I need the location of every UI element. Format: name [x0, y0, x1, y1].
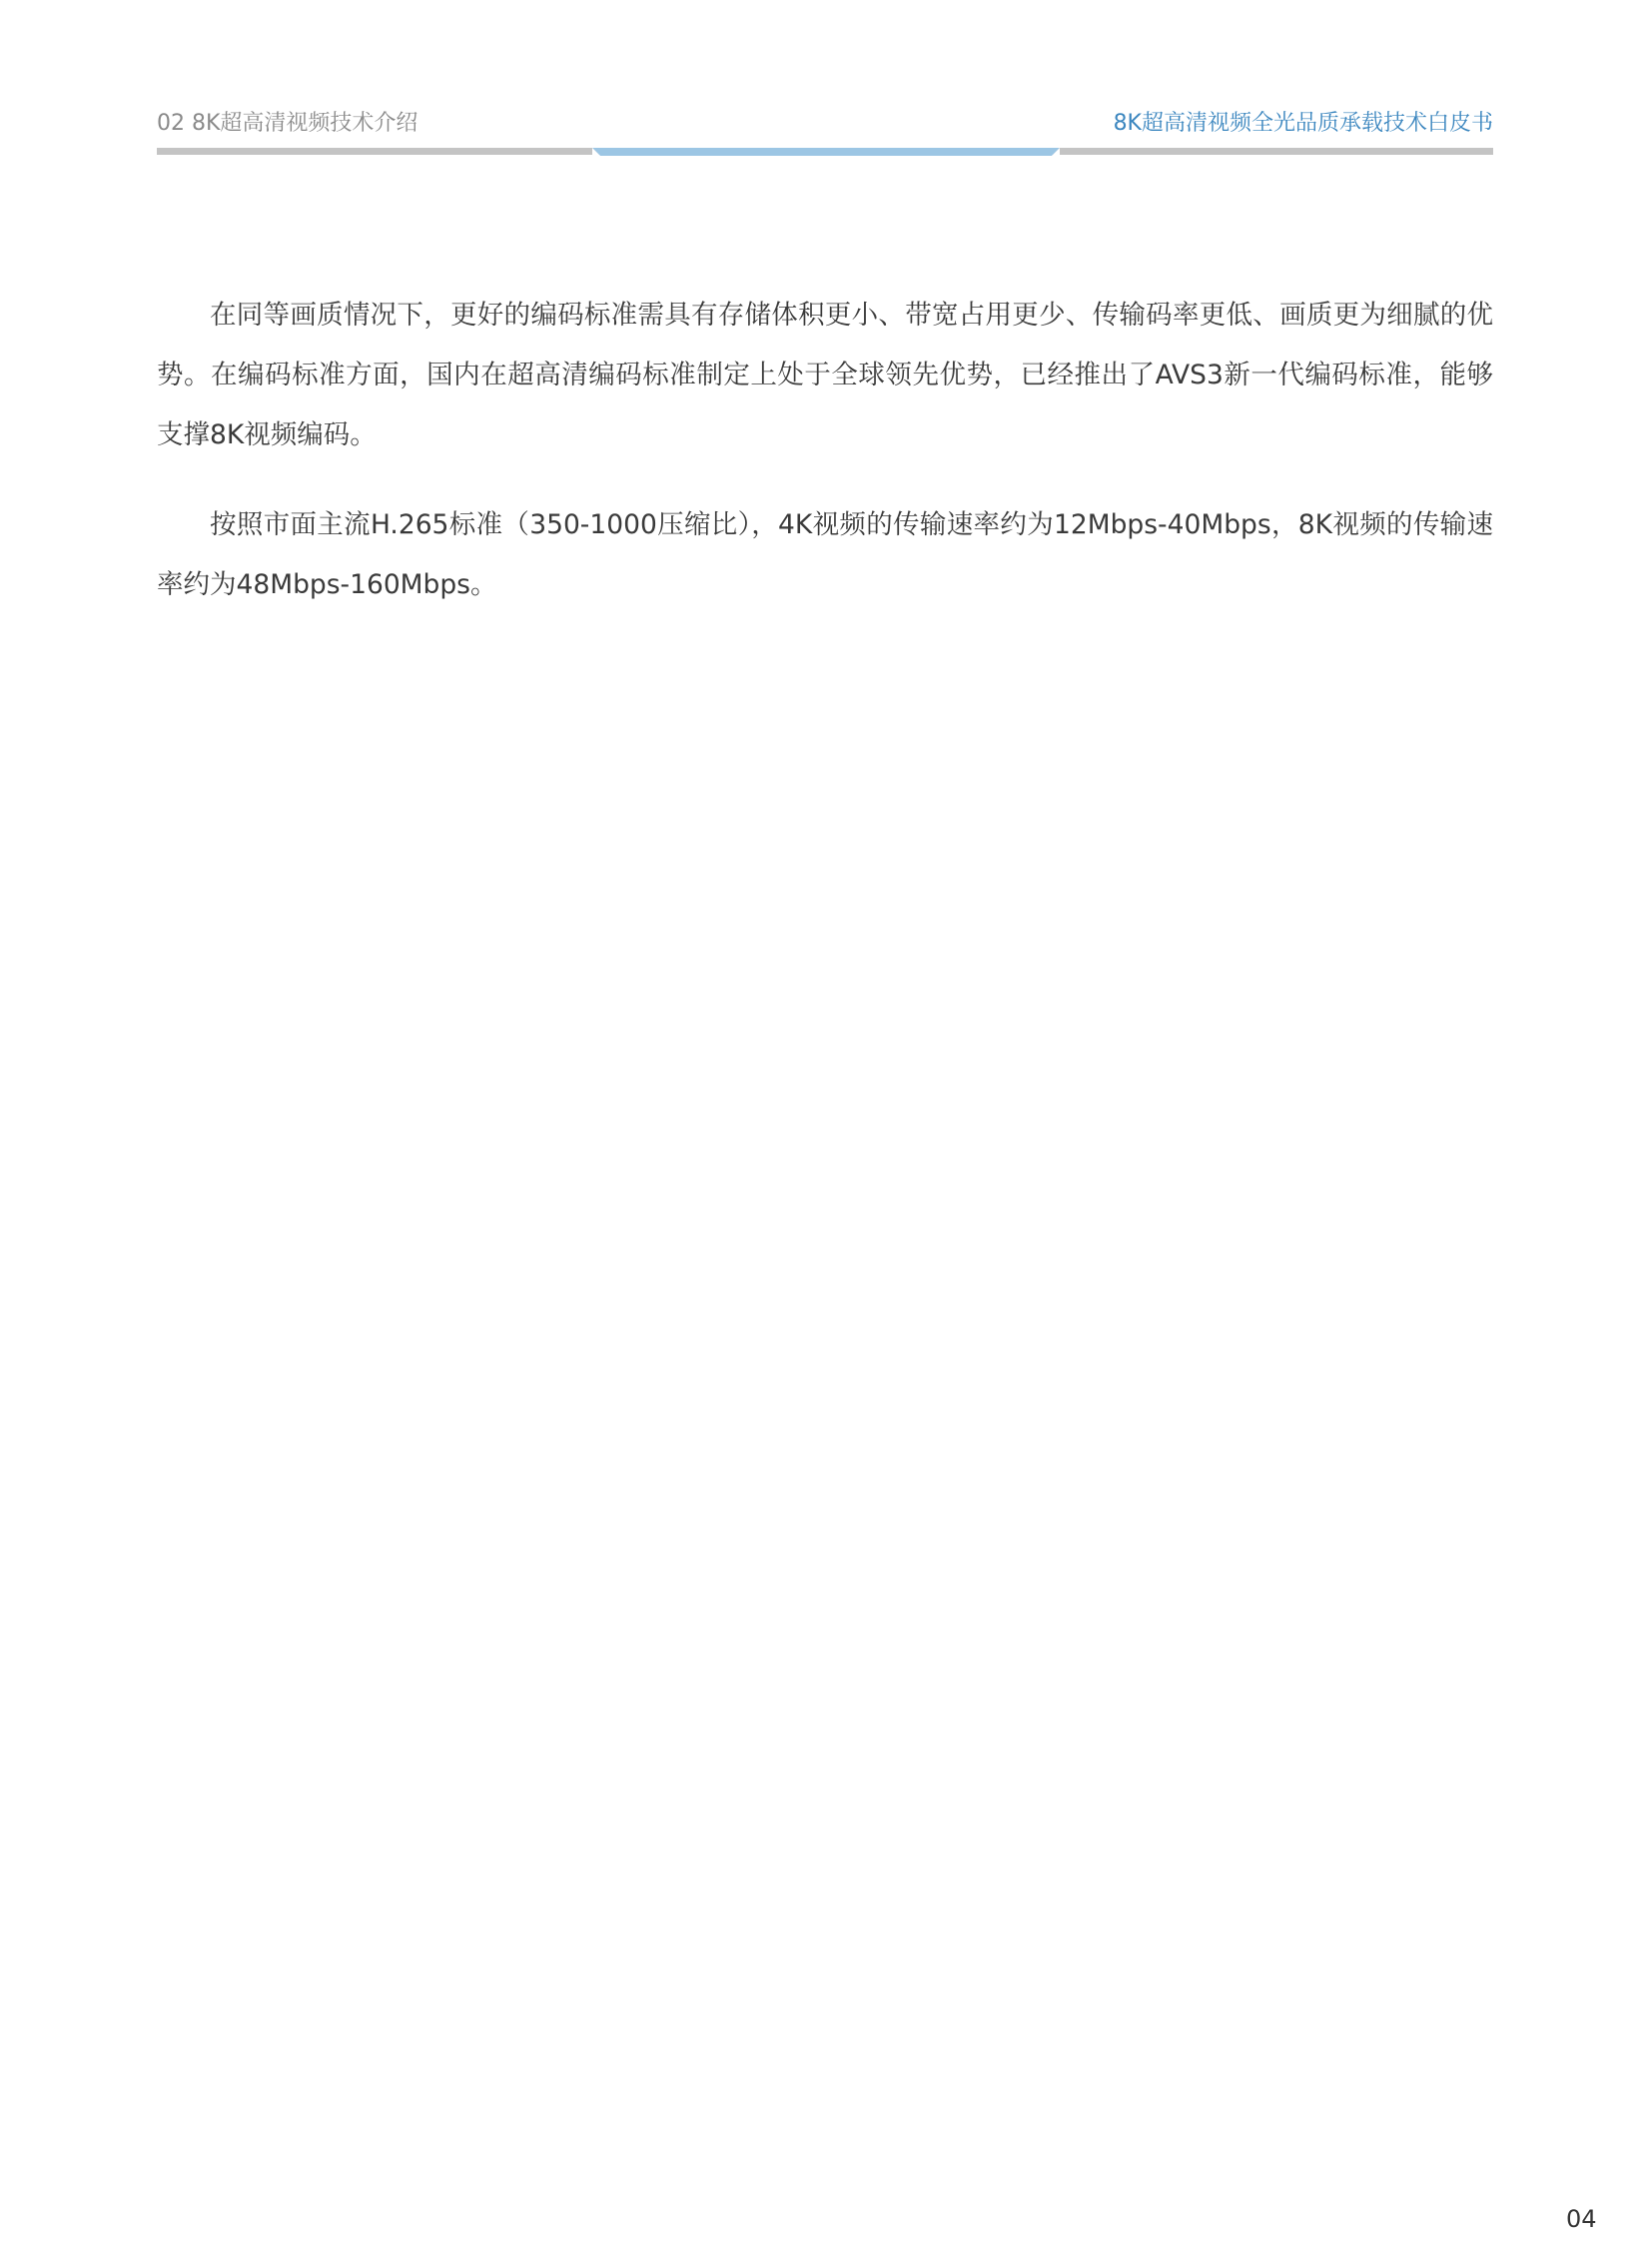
body-content: [157, 286, 1493, 645]
body-paragraph-1: 在同等画质情况下，更好的编码标准需具有存储体积更小、带宽占用更少、传输码率更低、画质更为细腻的优势。在编码标准方面，国内在超高清编码标准制定上处于全球领先优势，已经推出了AVS3新一代编码标准，能够支撑8K视频编码。: [157, 300, 1493, 450]
header-section-title: 02 8K超高清视频技术介绍: [157, 111, 418, 136]
header-divider-bar: [157, 146, 1493, 158]
header-bar-blue-segment: [592, 148, 1060, 156]
body-paragraph-2: 按照市面主流H.265标准（350-1000压缩比），4K视频的传输速率约为12Mbps-40Mbps，8K视频的传输速率约为48Mbps-160Mbps。: [157, 509, 1493, 600]
page-number: 04: [1566, 2205, 1597, 2233]
header-document-title: 8K超高清视频全光品质承载技术白皮书: [1113, 111, 1493, 136]
